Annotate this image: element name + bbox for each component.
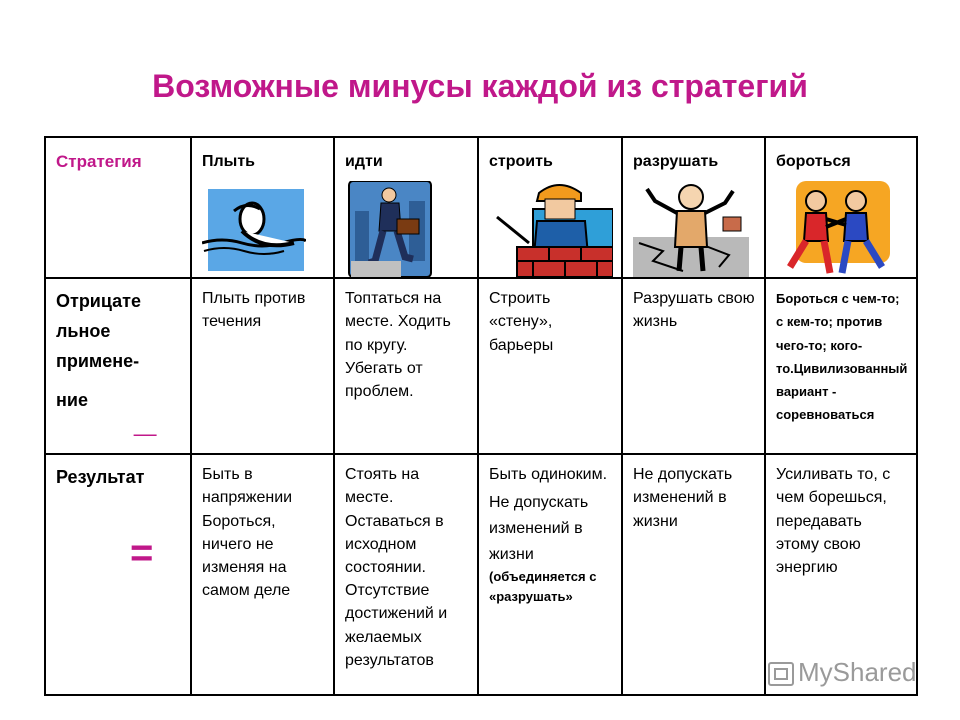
swimmer-icon: [202, 181, 306, 271]
header-destroy-label: разрушать: [633, 153, 719, 170]
header-cell-build: [478, 137, 622, 278]
table-row-negative: [45, 278, 917, 454]
result-build-text-c: (объединяется с «разрушать»: [489, 569, 597, 604]
businessman-walking-icon: [345, 181, 437, 277]
negative-label-line2: льное: [56, 320, 111, 341]
negative-cell-build: Строить «стену», барьеры: [478, 278, 622, 454]
destroying-man-icon: [633, 181, 749, 277]
result-label-cell: [45, 454, 191, 695]
fighting-people-icon: [776, 181, 896, 277]
header-cell-destroy: [622, 137, 765, 278]
negative-cell-destroy: Разрушать свою жизнь: [622, 278, 765, 454]
negative-cell-fight: [765, 278, 917, 454]
header-cell-strategy: [45, 137, 191, 278]
table-header-row: [45, 137, 917, 278]
builder-icon: [489, 181, 613, 277]
result-label: Результат: [56, 467, 145, 488]
header-strategy-label: Стратегия: [56, 152, 142, 171]
result-build-text-a: Быть одиноким.: [489, 466, 608, 484]
result-cell-destroy: Не допускать изменений в жизни: [622, 454, 765, 695]
header-swim-label: Плыть: [202, 153, 255, 170]
monitor-icon: [768, 662, 794, 686]
negative-label-line1: Отрицате: [56, 291, 141, 312]
header-cell-walk: [334, 137, 478, 278]
minus-sign: _: [134, 395, 157, 440]
result-cell-build: [478, 454, 622, 695]
strategies-table: [44, 136, 918, 696]
result-cell-fight: Усиливать то, с чем борешься, передавать этому свою энергию: [765, 454, 917, 695]
result-cell-walk: Стоять на месте. Оставаться в исходном состоянии. Отсутствие достижений и желаемых результатов: [334, 454, 478, 695]
negative-cell-walk: Топтаться на месте. Ходить по кругу. Убегать от проблем.: [334, 278, 478, 454]
header-fight-label: бороться: [776, 153, 851, 170]
header-walk-label: идти: [345, 153, 383, 170]
result-build-text-b: Не допускать изменений в жизни: [489, 494, 589, 563]
negative-cell-swim: Плыть против течения: [191, 278, 334, 454]
header-cell-fight: [765, 137, 917, 278]
header-cell-swim: [191, 137, 334, 278]
negative-label-cell: [45, 278, 191, 454]
header-build-label: строить: [489, 153, 553, 170]
negative-label-line4: ние: [56, 390, 88, 411]
equals-sign: =: [130, 530, 154, 575]
watermark: [768, 657, 917, 688]
result-cell-swim: Быть в напряжении Бороться, ничего не изменяя на самом деле: [191, 454, 334, 695]
page-title: Возможные минусы каждой из стратегий: [152, 68, 808, 104]
negative-fight-text: Бороться с чем-то; с кем-то; против чего-то; кого-то.Цивилизованный вариант - соревноваться: [776, 291, 908, 423]
negative-label-line3: примене-: [56, 350, 140, 371]
watermark-text: MyShared: [798, 657, 917, 687]
